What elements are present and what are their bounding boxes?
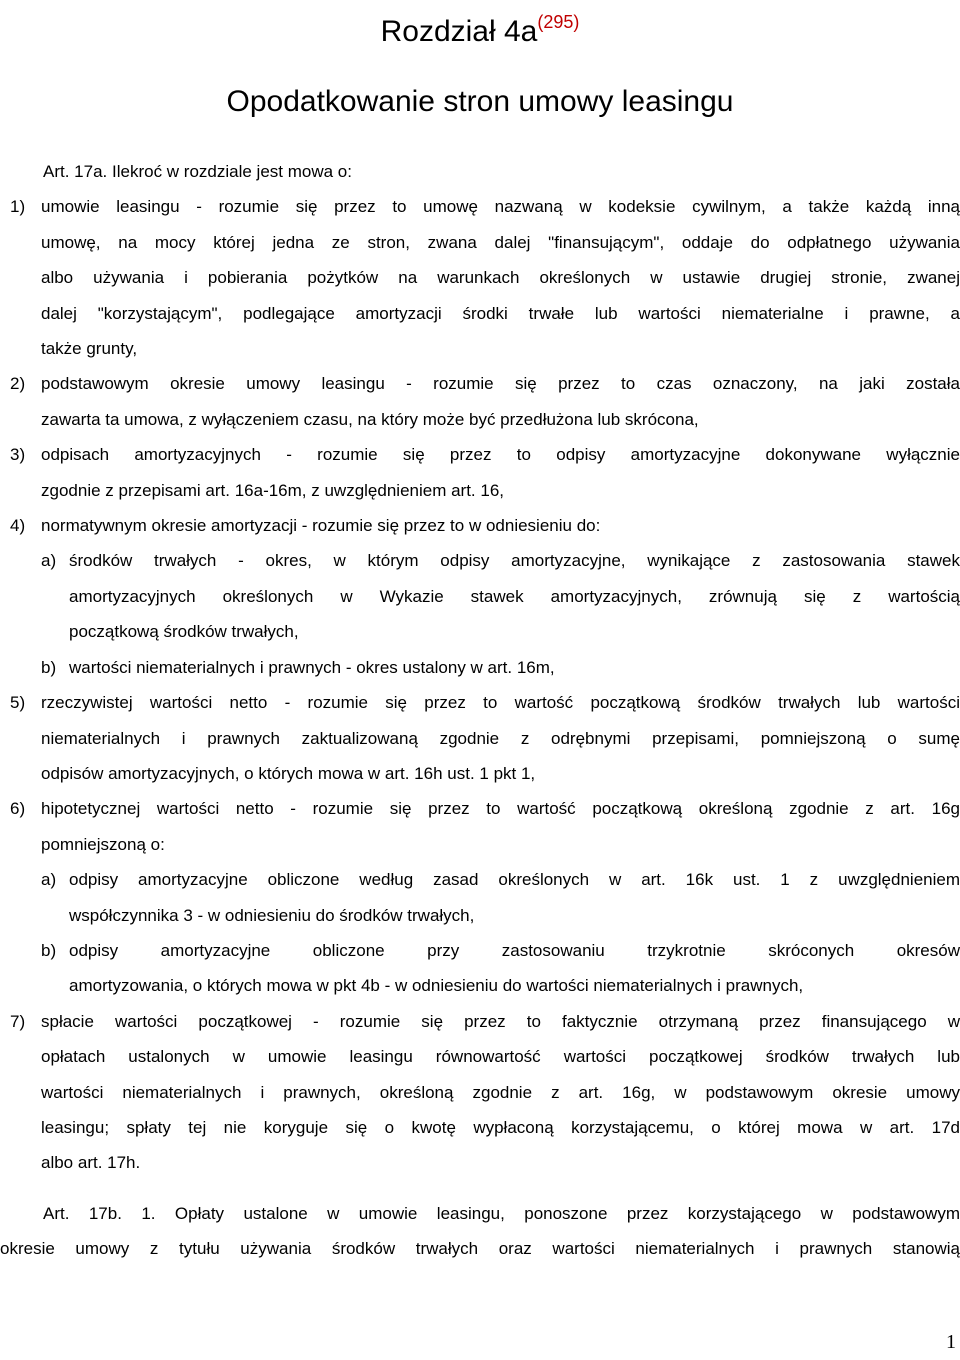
item-number: 4) bbox=[10, 516, 26, 536]
text-line: amortyzowania, o których mowa w pkt 4b - w odniesieniu do wartości niematerialnych i prawnych, bbox=[69, 976, 804, 996]
item-text bbox=[41, 366, 960, 437]
text-line: początkową środków trwałych, bbox=[69, 622, 299, 642]
text-line: dalej "korzystającym", podlegające amortyzacji środki trwałe lub wartości niematerialne i prawne, a bbox=[41, 303, 960, 323]
definition-subitem bbox=[41, 933, 960, 1004]
text-line: środków trwałych - okres, w którym odpisy amortyzacyjne, wynikające z zastosowania stawek bbox=[69, 551, 960, 571]
definition-subitem bbox=[41, 543, 960, 649]
text-line: podstawowym okresie umowy leasingu - rozumie się przez to czas oznaczony, na jaki została bbox=[41, 374, 960, 394]
item-text bbox=[41, 189, 960, 366]
article-17b-continuation: okresie umowy z tytułu używania środków trwałych oraz wartości niematerialnych i prawnych stanowią bbox=[0, 1239, 960, 1259]
article-17b-label: Art. 17b. bbox=[43, 1203, 122, 1223]
item-number: 1) bbox=[10, 197, 26, 217]
item-number: 2) bbox=[10, 374, 26, 394]
page-number: 1 bbox=[946, 1331, 956, 1353]
item-text bbox=[41, 508, 960, 543]
article-17a-intro bbox=[10, 154, 960, 189]
definition-item bbox=[10, 437, 960, 508]
text-line: wartości niematerialnych i prawnych - okres ustalony w art. 16m, bbox=[69, 657, 555, 677]
item-number: 6) bbox=[10, 799, 26, 819]
definition-item bbox=[10, 685, 960, 791]
footnote-reference[interactable]: (295) bbox=[537, 12, 580, 32]
chapter-subtitle: Opodatkowanie stron umowy leasingu bbox=[226, 85, 734, 118]
text-line: albo używania i pobierania pożytków na warunkach określonych w ustawie drugiej stronie, zwanej bbox=[41, 268, 960, 288]
subitem-letter: a) bbox=[41, 870, 57, 890]
subitem-letter: b) bbox=[41, 940, 57, 960]
subitem-letter: a) bbox=[41, 551, 57, 571]
text-line: zgodnie z przepisami art. 16a-16m, z uwzględnieniem art. 16, bbox=[41, 480, 505, 500]
text-line: odpisy amortyzacyjne obliczone według zasad określonych w art. 16k ust. 1 z uwzględnieniem bbox=[69, 870, 960, 890]
text-line: rzeczywistej wartości netto - rozumie się przez to wartość początkową środków trwałych lub wartości bbox=[41, 693, 960, 713]
text-line: umowie leasingu - rozumie się przez to umowę nazwaną w kodeksie cywilnym, a także każdą inną bbox=[41, 197, 960, 217]
item-text bbox=[41, 1004, 960, 1181]
definition-item bbox=[10, 791, 960, 862]
definition-subitem bbox=[41, 862, 960, 933]
text-line: hipotetycznej wartości netto - rozumie się przez to wartość początkową określoną zgodnie z art. 16g bbox=[41, 799, 960, 819]
article-17b-text: 1. Opłaty ustalone w umowie leasingu, ponoszone przez korzystającego w podstawowym bbox=[141, 1203, 960, 1223]
subitem-letter: b) bbox=[41, 657, 57, 677]
subitem-text bbox=[69, 933, 960, 1004]
item-number: 3) bbox=[10, 445, 26, 465]
text-line: odpisy amortyzacyjne obliczone przy zastosowaniu trzykrotnie skróconych okresów bbox=[69, 940, 960, 960]
subitem-text bbox=[69, 862, 960, 933]
text-line: niematerialnych i prawnych zaktualizowaną zgodnie z odrębnymi przepisami, pomniejszoną o sumę bbox=[41, 728, 960, 748]
definition-item bbox=[10, 508, 960, 543]
text-line: pomniejszoną o: bbox=[41, 834, 165, 854]
article-17a-intro-text: Ilekroć w rozdziale jest mowa o: bbox=[112, 162, 352, 181]
subitem-text bbox=[69, 543, 960, 649]
chapter-heading bbox=[0, 2, 960, 52]
item-text bbox=[41, 685, 960, 791]
item-text bbox=[41, 791, 960, 862]
text-line: umowę, na mocy której jedna ze stron, zwana dalej "finansującym", oddaje do odpłatnego używania bbox=[41, 232, 960, 252]
text-line: współczynnika 3 - w odniesieniu do środków trwałych, bbox=[69, 905, 475, 925]
definitions-list bbox=[10, 189, 960, 1180]
text-line: leasingu; spłaty tej nie koryguje się o kwotę wypłaconą korzystającemu, o której mowa w art. 17d bbox=[41, 1117, 960, 1137]
text-line: spłacie wartości początkowej - rozumie się przez to faktycznie otrzymaną przez finansującego w bbox=[41, 1011, 960, 1031]
item-number: 7) bbox=[10, 1011, 26, 1031]
article-17b bbox=[0, 1196, 960, 1267]
text-line: wartości niematerialnych i prawnych, określoną zgodnie z art. 16g, w podstawowym okresie umowy bbox=[41, 1082, 960, 1102]
text-line: odpisów amortyzacyjnych, o których mowa w art. 16h ust. 1 pkt 1, bbox=[41, 763, 536, 783]
definition-item bbox=[10, 189, 960, 366]
subitem-text bbox=[69, 650, 960, 685]
document-body bbox=[0, 154, 960, 1267]
chapter-title: Rozdział 4a bbox=[380, 15, 538, 48]
definition-subitem bbox=[41, 650, 960, 685]
definition-item bbox=[10, 366, 960, 437]
text-line: amortyzacyjnych określonych w Wykazie stawek amortyzacyjnych, zrównują się z wartością bbox=[69, 586, 960, 606]
text-line: odpisach amortyzacyjnych - rozumie się przez to odpisy amortyzacyjne dokonywane wyłącznie bbox=[41, 445, 960, 465]
text-line: także grunty, bbox=[41, 339, 138, 359]
article-17a-label: Art. 17a. bbox=[43, 162, 108, 181]
item-text bbox=[41, 437, 960, 508]
item-number: 5) bbox=[10, 693, 26, 713]
definition-item bbox=[10, 1004, 960, 1181]
text-line: albo art. 17h. bbox=[41, 1153, 141, 1173]
text-line: opłatach ustalonych w umowie leasingu równowartość wartości początkowej środków trwałych lub bbox=[41, 1047, 960, 1067]
article-17b-first-line bbox=[10, 1196, 960, 1231]
text-line: normatywnym okresie amortyzacji - rozumie się przez to w odniesieniu do: bbox=[41, 516, 601, 536]
text-line: zawarta ta umowa, z wyłączeniem czasu, na który może być przedłużona lub skrócona, bbox=[41, 409, 699, 429]
